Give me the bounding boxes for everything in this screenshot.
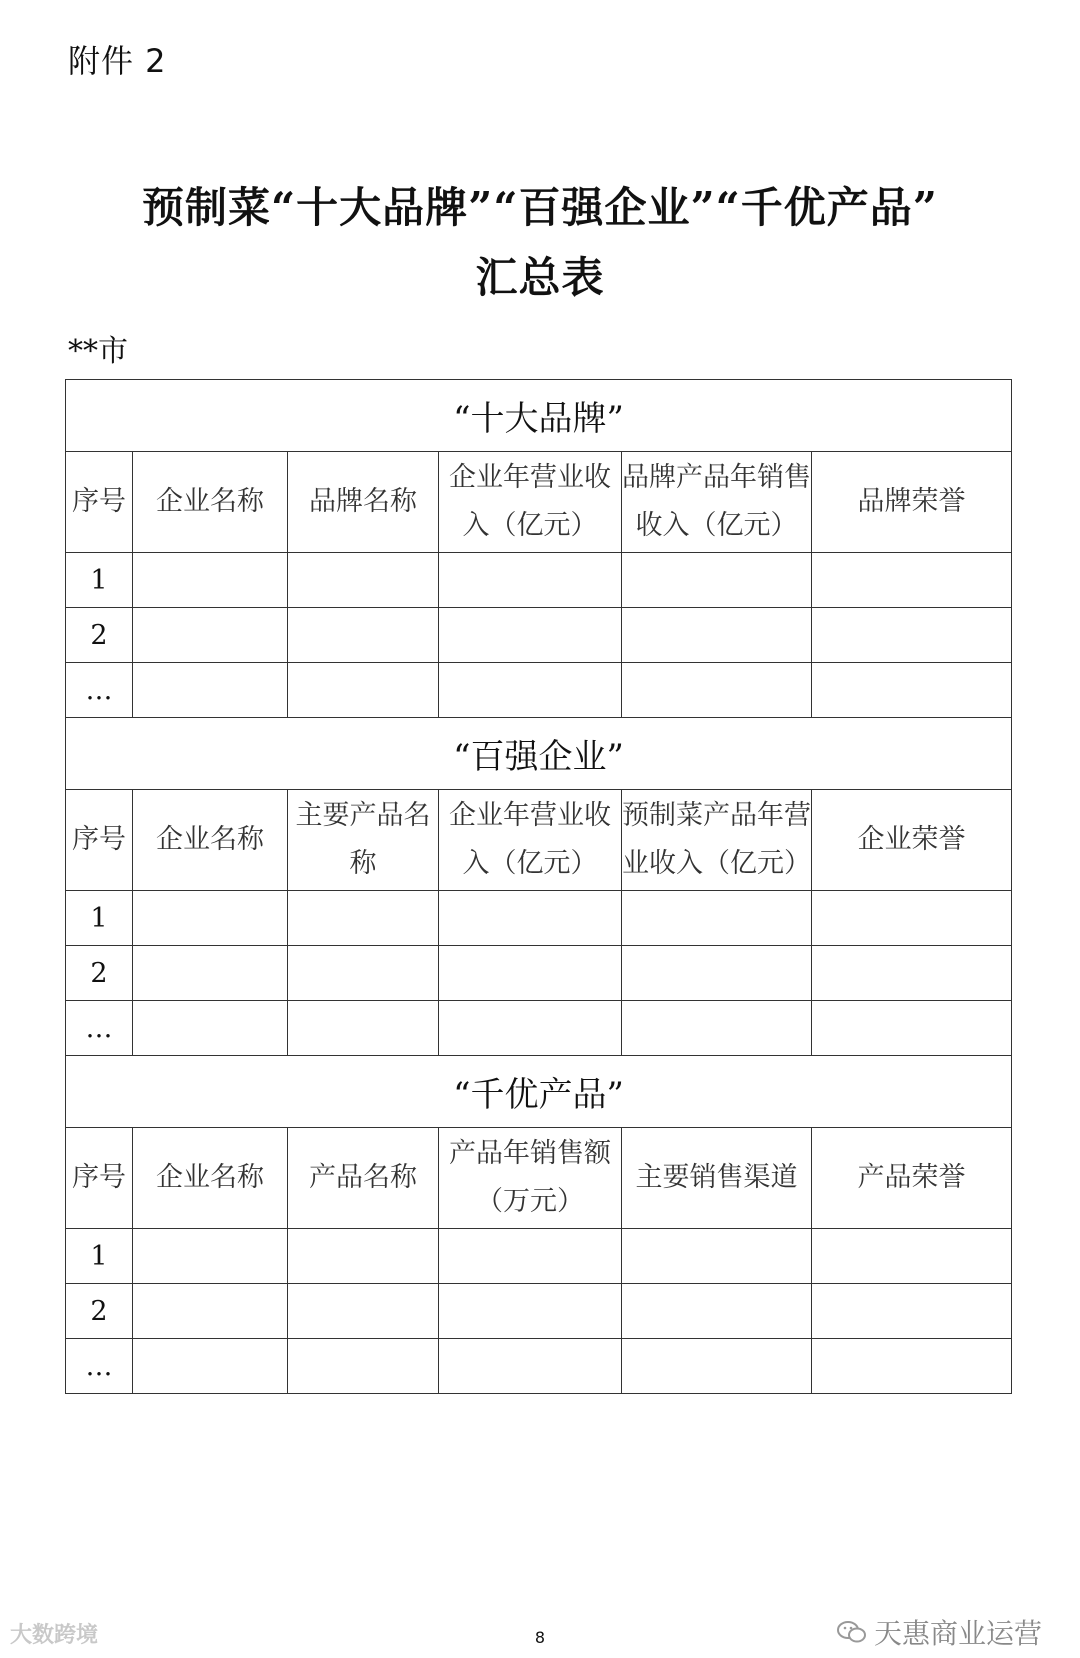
annex-label: 附件 2 [68, 42, 167, 80]
row-index: 1 [66, 553, 133, 608]
header-row [66, 790, 1012, 891]
section-title-row [66, 380, 1012, 452]
header-cell: 企业名称 [133, 790, 288, 891]
empty-cell [133, 608, 288, 663]
table-row [66, 1001, 1012, 1056]
empty-cell [439, 1229, 622, 1284]
header-cell: 企业年营业收入（亿元） [439, 790, 622, 891]
empty-cell [288, 891, 439, 946]
section-title: “百强企业” [66, 718, 1012, 790]
empty-cell [439, 663, 622, 718]
table-row [66, 663, 1012, 718]
empty-cell [622, 1001, 812, 1056]
empty-cell [133, 1284, 288, 1339]
header-cell: 品牌荣誉 [812, 452, 1012, 553]
empty-cell [133, 891, 288, 946]
empty-cell [812, 1229, 1012, 1284]
header-row [66, 452, 1012, 553]
section-title: “千优产品” [66, 1056, 1012, 1128]
header-cell: 主要产品名称 [288, 790, 439, 891]
city-label: **市 [68, 334, 128, 369]
header-cell: 产品名称 [288, 1128, 439, 1229]
empty-cell [133, 553, 288, 608]
header-cell: 企业名称 [133, 452, 288, 553]
empty-cell [812, 553, 1012, 608]
empty-cell [439, 1284, 622, 1339]
table-row [66, 946, 1012, 1001]
header-cell: 产品荣誉 [812, 1128, 1012, 1229]
empty-cell [439, 608, 622, 663]
table-row [66, 608, 1012, 663]
header-cell: 品牌名称 [288, 452, 439, 553]
row-index: … [66, 1339, 133, 1394]
empty-cell [439, 946, 622, 1001]
table-row [66, 1339, 1012, 1394]
empty-cell [288, 1001, 439, 1056]
empty-cell [133, 1001, 288, 1056]
header-cell: 产品年销售额（万元） [439, 1128, 622, 1229]
empty-cell [622, 1229, 812, 1284]
row-index: 1 [66, 1229, 133, 1284]
empty-cell [288, 1339, 439, 1394]
empty-cell [812, 608, 1012, 663]
header-cell: 企业荣誉 [812, 790, 1012, 891]
header-row [66, 1128, 1012, 1229]
empty-cell [622, 608, 812, 663]
empty-cell [622, 946, 812, 1001]
empty-cell [812, 1339, 1012, 1394]
empty-cell [812, 663, 1012, 718]
table-row [66, 1229, 1012, 1284]
empty-cell [439, 1001, 622, 1056]
empty-cell [288, 608, 439, 663]
empty-cell [439, 553, 622, 608]
empty-cell [622, 1284, 812, 1339]
summary-table [65, 379, 1012, 1394]
section-title-row [66, 1056, 1012, 1128]
watermark-right-label: 天惠商业运营 [874, 1617, 1043, 1650]
document-title: 预制菜“十大品牌”“百强企业”“千优产品” [142, 183, 938, 232]
row-index: 1 [66, 891, 133, 946]
table-row [66, 891, 1012, 946]
row-index: 2 [66, 946, 133, 1001]
empty-cell [133, 663, 288, 718]
empty-cell [288, 663, 439, 718]
header-cell: 品牌产品年销售收入（亿元） [622, 452, 812, 553]
row-index: … [66, 1001, 133, 1056]
empty-cell [133, 1229, 288, 1284]
header-cell: 序号 [66, 790, 133, 891]
empty-cell [622, 1339, 812, 1394]
row-index: … [66, 663, 133, 718]
row-index: 2 [66, 608, 133, 663]
section-title: “十大品牌” [66, 380, 1012, 452]
empty-cell [288, 553, 439, 608]
table-row [66, 553, 1012, 608]
empty-cell [288, 946, 439, 1001]
row-index: 2 [66, 1284, 133, 1339]
document-subtitle: 汇总表 [475, 253, 605, 302]
empty-cell [622, 553, 812, 608]
table-row [66, 1284, 1012, 1339]
header-cell: 企业名称 [133, 1128, 288, 1229]
watermark-left: 大数跨境 [10, 1623, 99, 1648]
empty-cell [622, 663, 812, 718]
empty-cell [439, 891, 622, 946]
empty-cell [812, 946, 1012, 1001]
header-cell: 企业年营业收入（亿元） [439, 452, 622, 553]
empty-cell [812, 1284, 1012, 1339]
empty-cell [812, 891, 1012, 946]
section-title-row [66, 718, 1012, 790]
page-number: 8 [534, 1628, 546, 1647]
header-cell: 序号 [66, 1128, 133, 1229]
empty-cell [812, 1001, 1012, 1056]
empty-cell [288, 1229, 439, 1284]
header-cell: 预制菜产品年营业收入（亿元） [622, 790, 812, 891]
empty-cell [133, 1339, 288, 1394]
header-cell: 主要销售渠道 [622, 1128, 812, 1229]
empty-cell [439, 1339, 622, 1394]
empty-cell [288, 1284, 439, 1339]
header-cell: 序号 [66, 452, 133, 553]
empty-cell [622, 891, 812, 946]
empty-cell [133, 946, 288, 1001]
